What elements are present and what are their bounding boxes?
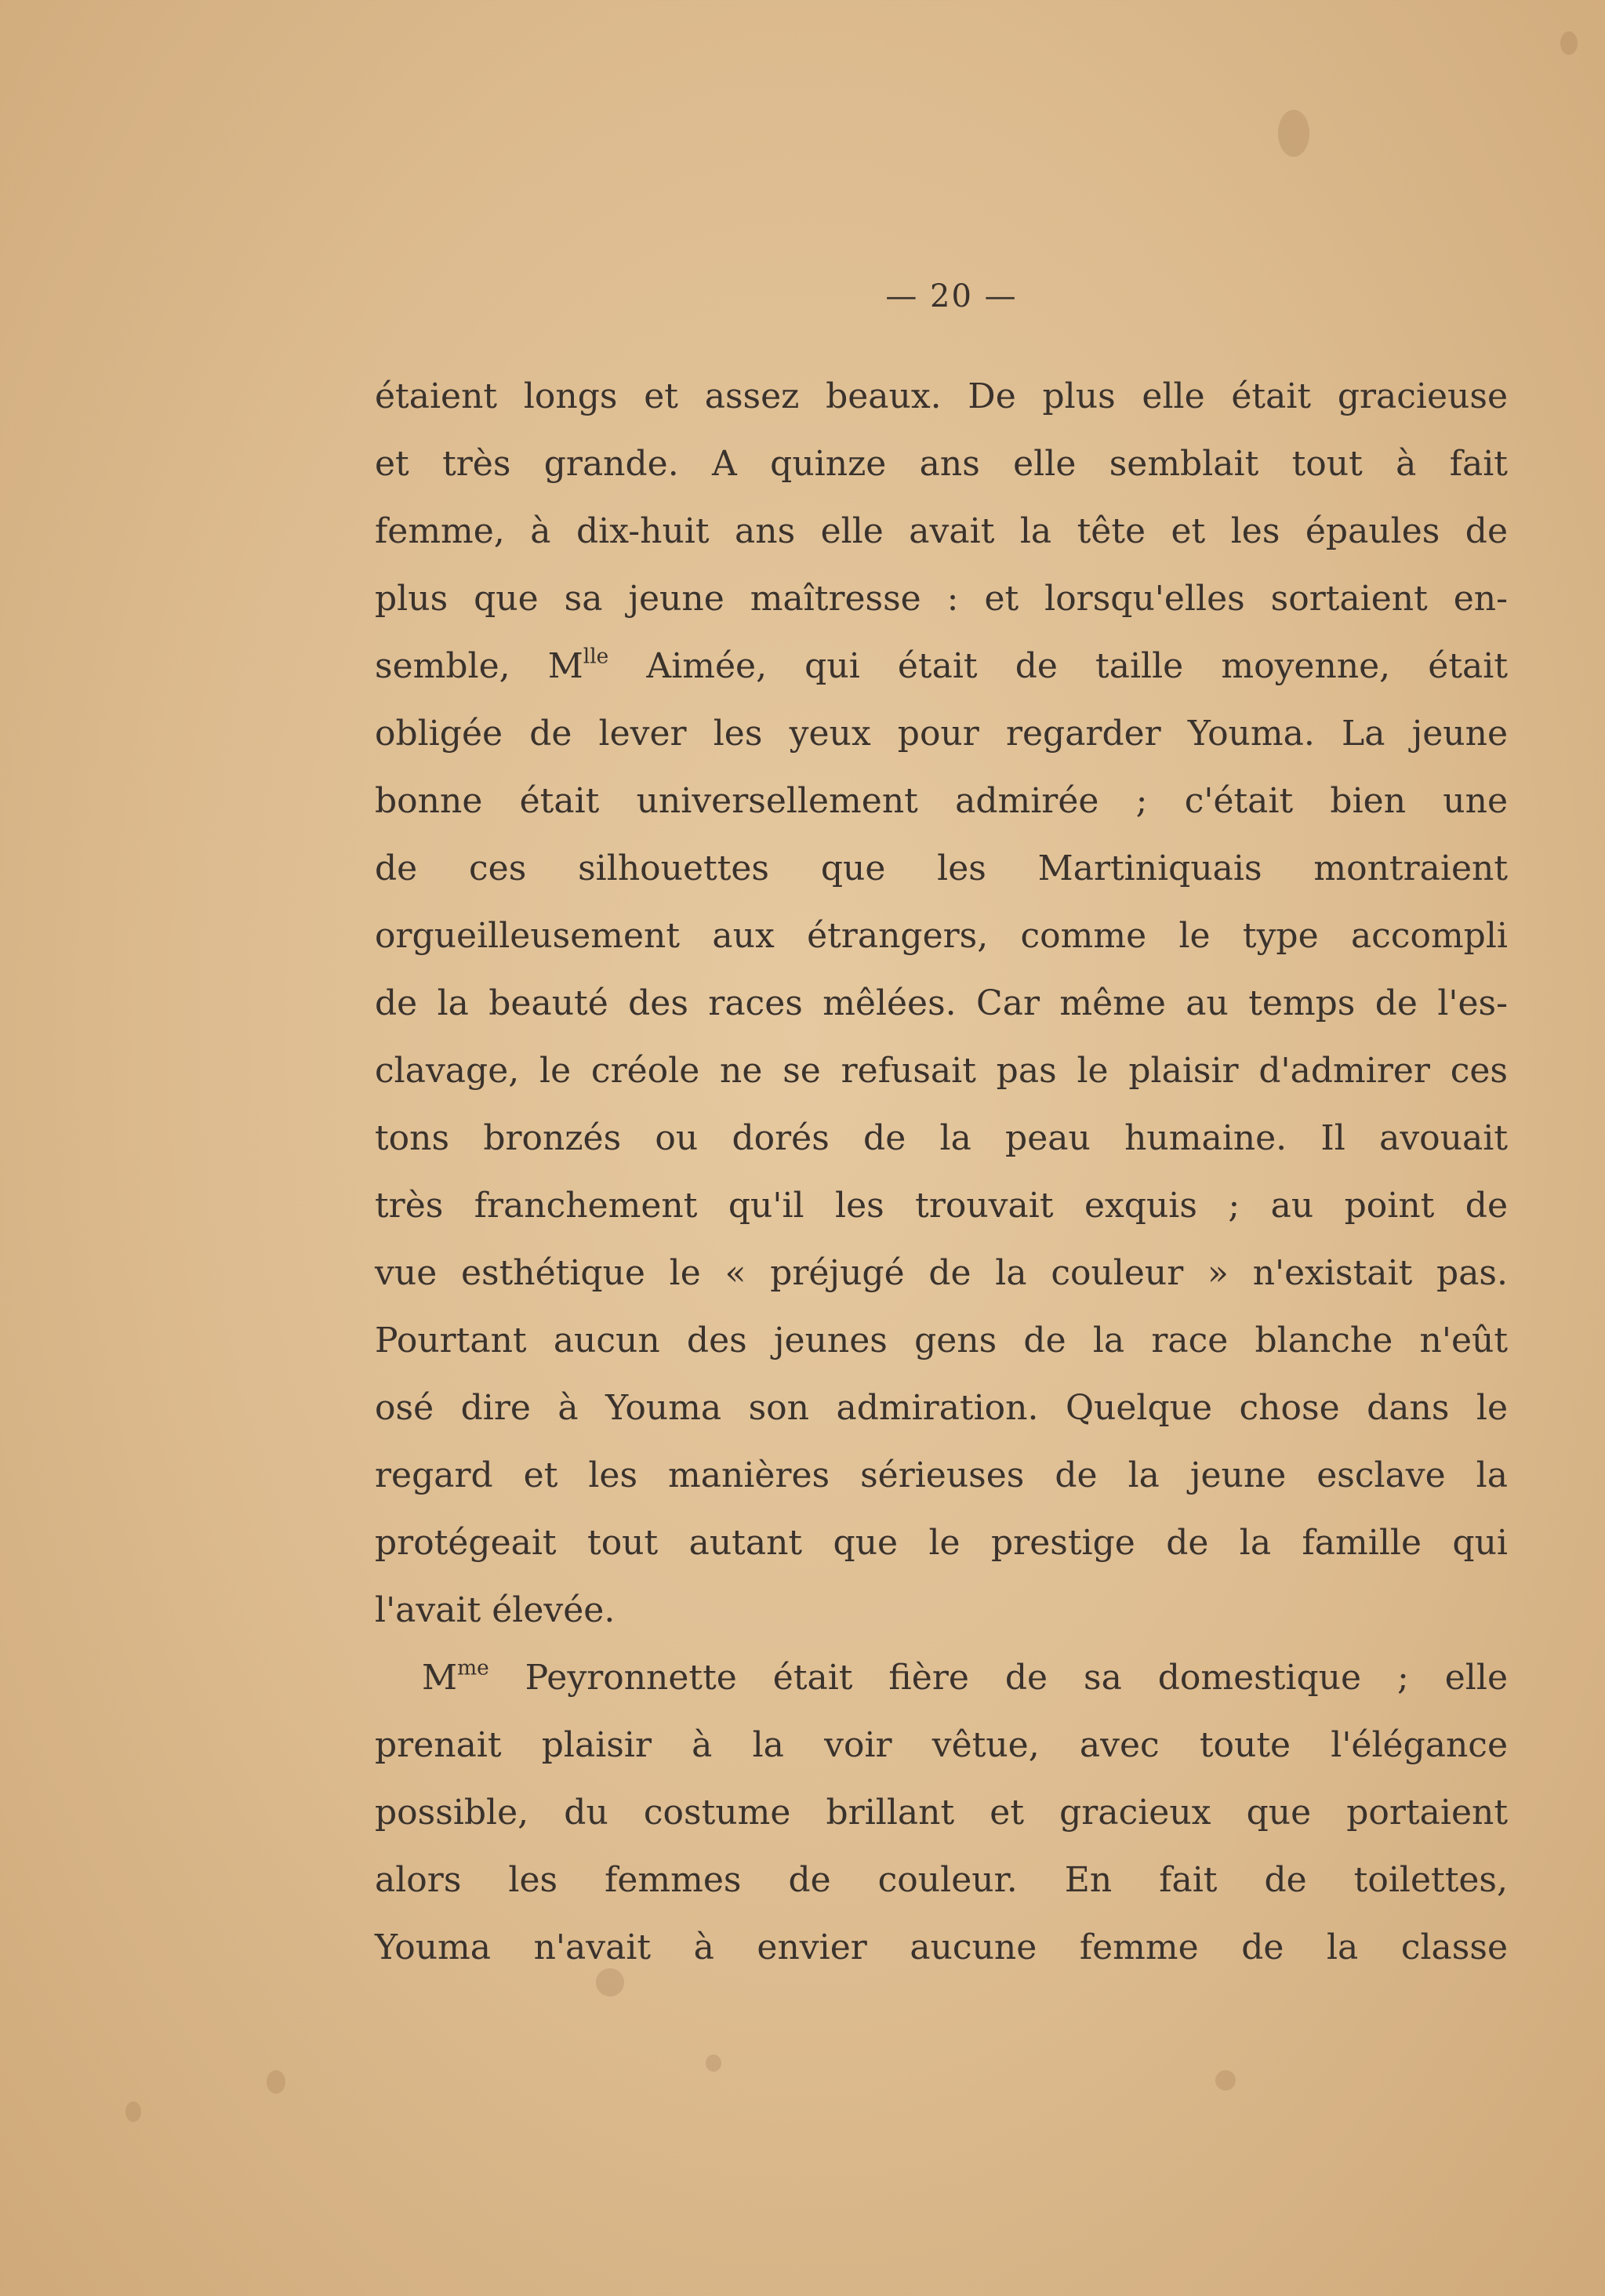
text-fragment: Aimée, qui était de taille moyenne, était (608, 646, 1508, 686)
superscript: lle (583, 644, 609, 669)
text-line: plus que sa jeune maîtresse : et lorsqu'elles sortaient en- (375, 579, 1508, 619)
text-fragment: M (422, 1658, 458, 1698)
text-line: alors les femmes de couleur. En fait de toilettes, (375, 1860, 1508, 1900)
text-line: bonne était universellement admirée ; c'était bien une (375, 781, 1508, 821)
text-line: regard et les manières sérieuses de la jeune esclave la (375, 1455, 1508, 1495)
text-line: clavage, le créole ne se refusait pas le plaisir d'admirer ces (375, 1051, 1508, 1091)
body-text (375, 363, 1508, 1982)
text-line (375, 1644, 1508, 1712)
text-fragment: Peyronnette était fière de sa domestique ; elle (488, 1658, 1508, 1698)
paper-stain (125, 2102, 141, 2122)
text-line: femme, à dix-huit ans elle avait la tête et les épaules de (375, 511, 1508, 551)
text-fragment: semble, M (375, 646, 583, 686)
text-line: et très grande. A quinze ans elle semblait tout à fait (375, 444, 1508, 484)
text-line: de ces silhouettes que les Martiniquais montraient (375, 848, 1508, 888)
superscript: me (457, 1655, 489, 1680)
text-line: obligée de lever les yeux pour regarder Youma. La jeune (375, 714, 1508, 754)
page-number: — 20 — (885, 278, 1018, 314)
text-line: orgueilleusement aux étrangers, comme le type accompli (375, 916, 1508, 956)
text-line: tons bronzés ou dorés de la peau humaine. Il avouait (375, 1118, 1508, 1158)
text-line (375, 633, 1508, 700)
paper-stain (1215, 2070, 1236, 2091)
text-line: protégeait tout autant que le prestige de la famille qui (375, 1523, 1508, 1563)
text-line: l'avait élevée. (375, 1590, 615, 1630)
text-line: de la beauté des races mêlées. Car même au temps de l'es- (375, 983, 1508, 1023)
paper-stain (1278, 110, 1309, 157)
text-line: très franchement qu'il les trouvait exquis ; au point de (375, 1186, 1508, 1226)
text-line: Pourtant aucun des jeunes gens de la race blanche n'eût (375, 1321, 1508, 1361)
paper-stain (1560, 31, 1578, 55)
text-line: étaient longs et assez beaux. De plus elle était gracieuse (375, 376, 1508, 416)
text-line: osé dire à Youma son admiration. Quelque chose dans le (375, 1388, 1508, 1428)
text-line: Youma n'avait à envier aucune femme de la classe (375, 1927, 1508, 1967)
text-line: possible, du costume brillant et gracieux que portaient (375, 1793, 1508, 1833)
text-line: prenait plaisir à la voir vêtue, avec toute l'élégance (375, 1725, 1508, 1765)
paper-stain (706, 2054, 721, 2072)
text-line: vue esthétique le « préjugé de la couleur » n'existait pas. (375, 1253, 1508, 1293)
paper-stain (267, 2070, 285, 2094)
